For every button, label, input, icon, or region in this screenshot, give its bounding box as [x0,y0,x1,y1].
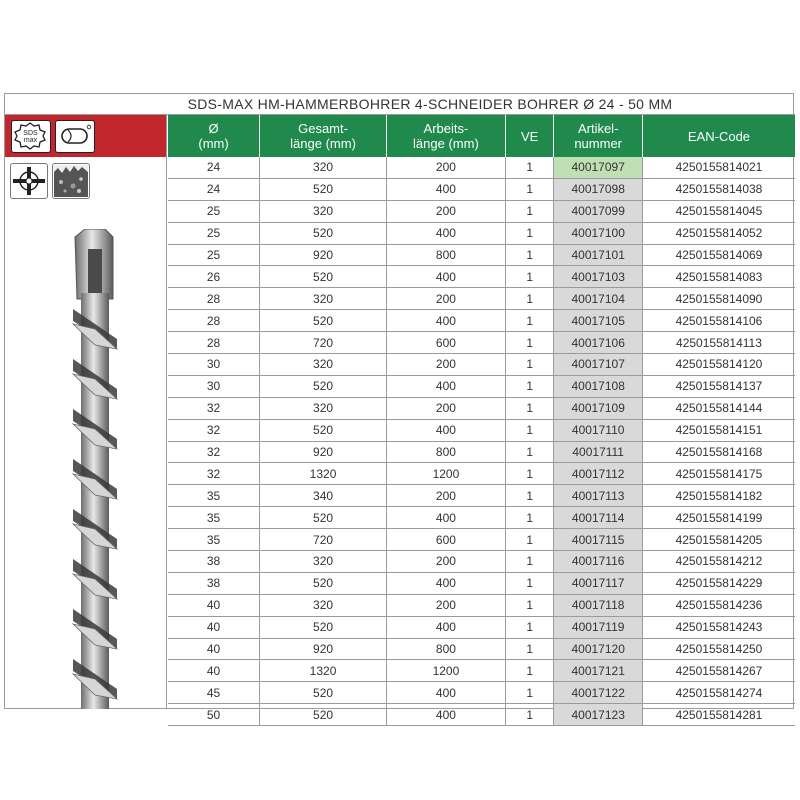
cell-article-number[interactable]: 40017099 [554,200,642,222]
cell-diameter: 50 [168,704,260,726]
cell-working-length: 200 [386,397,505,419]
cell-ve: 1 [505,310,554,332]
col-header-ean-code: EAN-Code [642,115,795,157]
cell-diameter: 40 [168,660,260,682]
cell-ean-code: 4250155814083 [642,266,795,288]
cell-ean-code: 4250155814243 [642,616,795,638]
table-row [168,682,795,704]
table-row [168,572,795,594]
cell-diameter: 40 [168,616,260,638]
cell-article-number[interactable]: 40017122 [554,682,642,704]
cell-ean-code: 4250155814069 [642,244,795,266]
cell-article-number[interactable]: 40017108 [554,375,642,397]
table-row [168,704,795,726]
cell-working-length: 200 [386,157,505,178]
cell-article-number[interactable]: 40017097 [554,157,642,178]
table-row [168,485,795,507]
product-image-panel [5,115,167,709]
table-row [168,288,795,310]
cell-diameter: 28 [168,332,260,354]
cell-diameter: 40 [168,638,260,660]
cell-total-length: 520 [260,375,387,397]
cell-ve: 1 [505,616,554,638]
cell-article-number[interactable]: 40017107 [554,354,642,376]
icon-bar [5,115,166,157]
cell-ve: 1 [505,222,554,244]
cell-ve: 1 [505,529,554,551]
cell-article-number[interactable]: 40017116 [554,551,642,573]
cell-diameter: 32 [168,419,260,441]
cell-total-length: 320 [260,200,387,222]
col-header-working-length: Arbeits- länge (mm) [386,115,505,157]
table-row [168,354,795,376]
cell-working-length: 400 [386,266,505,288]
table-row [168,616,795,638]
table-body [168,157,795,726]
cell-ve: 1 [505,551,554,573]
cell-article-number[interactable]: 40017105 [554,310,642,332]
table-row [168,419,795,441]
cell-article-number[interactable]: 40017109 [554,397,642,419]
table-row [168,551,795,573]
cell-total-length: 520 [260,572,387,594]
cell-working-length: 1200 [386,660,505,682]
table-row [168,397,795,419]
cell-article-number[interactable]: 40017100 [554,222,642,244]
cell-diameter: 32 [168,463,260,485]
cell-ean-code: 4250155814250 [642,638,795,660]
table-row [168,638,795,660]
cell-working-length: 200 [386,551,505,573]
cell-ve: 1 [505,660,554,682]
cell-working-length: 400 [386,572,505,594]
product-table [168,115,795,726]
cell-ean-code: 4250155814281 [642,704,795,726]
cell-ean-code: 4250155814106 [642,310,795,332]
cell-article-number[interactable]: 40017115 [554,529,642,551]
cell-working-length: 1200 [386,463,505,485]
cell-ean-code: 4250155814274 [642,682,795,704]
cell-total-length: 520 [260,178,387,200]
cell-working-length: 400 [386,616,505,638]
cell-working-length: 600 [386,529,505,551]
cell-diameter: 28 [168,310,260,332]
cell-ve: 1 [505,704,554,726]
cell-total-length: 520 [260,310,387,332]
cell-ean-code: 4250155814236 [642,594,795,616]
cell-ean-code: 4250155814267 [642,660,795,682]
page-title: SDS-MAX HM-HAMMERBOHRER 4-SCHNEIDER BOHRER Ø 24 - 50 MM [5,94,795,115]
cell-working-length: 400 [386,178,505,200]
cell-total-length: 920 [260,441,387,463]
cell-ean-code: 4250155814120 [642,354,795,376]
cell-total-length: 520 [260,682,387,704]
cell-total-length: 520 [260,507,387,529]
col-header-diameter: Ø (mm) [168,115,260,157]
cell-ve: 1 [505,244,554,266]
cell-ve: 1 [505,397,554,419]
sds-max-shank-icon [11,120,51,153]
table-row [168,375,795,397]
cell-ean-code: 4250155814144 [642,397,795,419]
cell-ean-code: 4250155814090 [642,288,795,310]
cell-diameter: 35 [168,485,260,507]
cell-ve: 1 [505,354,554,376]
cell-diameter: 25 [168,200,260,222]
cell-total-length: 920 [260,638,387,660]
cell-ve: 1 [505,638,554,660]
cell-total-length: 340 [260,485,387,507]
cell-ean-code: 4250155814137 [642,375,795,397]
cell-working-length: 200 [386,594,505,616]
product-frame [4,93,794,722]
cell-total-length: 1320 [260,463,387,485]
cell-diameter: 26 [168,266,260,288]
cell-diameter: 30 [168,375,260,397]
table-row [168,157,795,178]
cell-article-number[interactable]: 40017103 [554,266,642,288]
cell-diameter: 32 [168,441,260,463]
cell-working-length: 200 [386,354,505,376]
cell-article-number[interactable]: 40017114 [554,507,642,529]
cell-ean-code: 4250155814038 [642,178,795,200]
cell-article-number[interactable]: 40017118 [554,594,642,616]
cell-ean-code: 4250155814182 [642,485,795,507]
cell-diameter: 32 [168,397,260,419]
cell-ve: 1 [505,441,554,463]
table-row [168,441,795,463]
cell-article-number[interactable]: 40017120 [554,638,642,660]
table-row [168,529,795,551]
cell-diameter: 25 [168,222,260,244]
col-header-article-number: Artikel- nummer [554,115,642,157]
cell-total-length: 320 [260,594,387,616]
cell-diameter: 25 [168,244,260,266]
cell-total-length: 520 [260,419,387,441]
cell-total-length: 1320 [260,660,387,682]
cell-ve: 1 [505,419,554,441]
cell-ve: 1 [505,507,554,529]
cell-article-number[interactable]: 40017123 [554,704,642,726]
cell-working-length: 400 [386,507,505,529]
sds-label-line2: max [23,137,38,144]
cell-working-length: 200 [386,485,505,507]
table-row [168,507,795,529]
sds-label-line1: SDS [23,130,38,137]
table-row [168,594,795,616]
table-row [168,463,795,485]
col-header-ve: VE [505,115,554,157]
drill-bit-image [55,229,135,709]
table-row [168,200,795,222]
cell-ve: 1 [505,682,554,704]
cell-total-length: 920 [260,244,387,266]
cell-total-length: 320 [260,397,387,419]
cell-total-length: 320 [260,288,387,310]
cell-working-length: 400 [386,222,505,244]
cell-ve: 1 [505,200,554,222]
cell-working-length: 800 [386,441,505,463]
cell-total-length: 720 [260,332,387,354]
table-row [168,222,795,244]
cell-total-length: 320 [260,354,387,376]
cell-ve: 1 [505,463,554,485]
cell-ean-code: 4250155814052 [642,222,795,244]
cell-ean-code: 4250155814113 [642,332,795,354]
cell-diameter: 35 [168,507,260,529]
cell-article-number[interactable]: 40017111 [554,441,642,463]
cell-diameter: 38 [168,551,260,573]
cell-ve: 1 [505,157,554,178]
cell-total-length: 720 [260,529,387,551]
cell-total-length: 320 [260,157,387,178]
cell-ve: 1 [505,332,554,354]
cell-article-number[interactable]: 40017106 [554,332,642,354]
cell-ean-code: 4250155814151 [642,419,795,441]
cell-ve: 1 [505,266,554,288]
cell-ve: 1 [505,288,554,310]
cell-article-number[interactable]: 40017101 [554,244,642,266]
cell-working-length: 600 [386,332,505,354]
table-row [168,266,795,288]
cell-working-length: 400 [386,419,505,441]
table-header-row [168,115,795,157]
cell-diameter: 24 [168,178,260,200]
cell-diameter: 24 [168,157,260,178]
cell-working-length: 200 [386,288,505,310]
cell-diameter: 40 [168,594,260,616]
cell-total-length: 520 [260,704,387,726]
cell-ean-code: 4250155814175 [642,463,795,485]
table-row [168,310,795,332]
cell-working-length: 800 [386,244,505,266]
cell-article-number[interactable]: 40017121 [554,660,642,682]
cell-diameter: 45 [168,682,260,704]
cell-ean-code: 4250155814021 [642,157,795,178]
cell-ve: 1 [505,572,554,594]
cell-article-number[interactable]: 40017113 [554,485,642,507]
cell-ean-code: 4250155814168 [642,441,795,463]
cell-article-number[interactable]: 40017098 [554,178,642,200]
four-cutter-head-icon [10,163,48,199]
cell-working-length: 800 [386,638,505,660]
cell-article-number[interactable]: 40017104 [554,288,642,310]
table-row [168,178,795,200]
cell-diameter: 30 [168,354,260,376]
cell-ean-code: 4250155814045 [642,200,795,222]
cell-total-length: 520 [260,222,387,244]
cell-ve: 1 [505,375,554,397]
cell-ean-code: 4250155814212 [642,551,795,573]
table-row [168,660,795,682]
cell-working-length: 400 [386,375,505,397]
cell-diameter: 28 [168,288,260,310]
col-header-total-length: Gesamt- länge (mm) [260,115,387,157]
cell-ve: 1 [505,178,554,200]
cell-article-number[interactable]: 40017117 [554,572,642,594]
table-row [168,244,795,266]
hammer-drill-icon [55,120,95,153]
cell-diameter: 35 [168,529,260,551]
cell-ean-code: 4250155814205 [642,529,795,551]
cell-total-length: 320 [260,551,387,573]
cell-ean-code: 4250155814229 [642,572,795,594]
cell-diameter: 38 [168,572,260,594]
table-row [168,332,795,354]
cell-working-length: 400 [386,682,505,704]
cell-article-number[interactable]: 40017110 [554,419,642,441]
cell-total-length: 520 [260,616,387,638]
cell-total-length: 520 [260,266,387,288]
cell-working-length: 400 [386,310,505,332]
cell-ve: 1 [505,485,554,507]
cell-article-number[interactable]: 40017112 [554,463,642,485]
cell-ve: 1 [505,594,554,616]
cell-article-number[interactable]: 40017119 [554,616,642,638]
concrete-material-icon [52,163,90,199]
cell-working-length: 400 [386,704,505,726]
cell-ean-code: 4250155814199 [642,507,795,529]
cell-working-length: 200 [386,200,505,222]
